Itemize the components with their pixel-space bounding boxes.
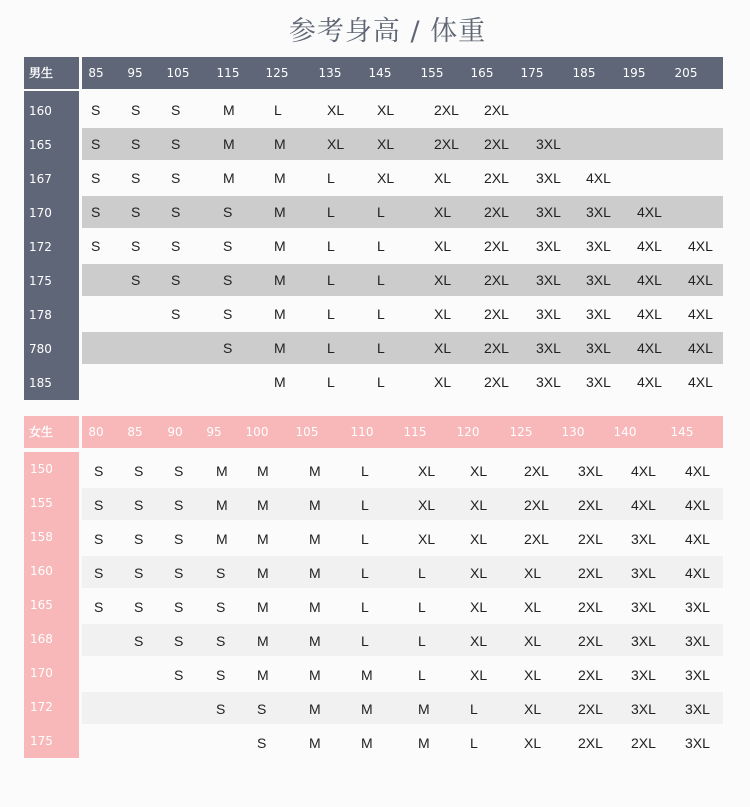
men-size-cell: S xyxy=(91,204,101,220)
men-size-cell: S xyxy=(171,170,181,186)
men-size-cell: S xyxy=(171,204,181,220)
women-size-cell: XL xyxy=(418,463,436,479)
men-size-cell: XL xyxy=(434,204,452,220)
women-size-cell: XL xyxy=(418,497,436,513)
men-size-cell: XL xyxy=(434,272,452,288)
men-weight-header-cell: 165 xyxy=(470,66,494,80)
men-size-cell: S xyxy=(131,238,141,254)
men-size-cell: L xyxy=(377,306,385,322)
men-size-cell: XL xyxy=(377,102,395,118)
men-size-cell: L xyxy=(377,340,385,356)
women-weight-header-cell: 95 xyxy=(206,425,222,439)
women-size-cell: M xyxy=(309,735,321,751)
men-weight-header-cell: 155 xyxy=(420,66,444,80)
women-size-cell: M xyxy=(361,735,373,751)
women-size-cell: 2XL xyxy=(578,735,603,751)
men-size-cell: 3XL xyxy=(586,204,611,220)
women-size-cell: S xyxy=(216,565,226,581)
women-size-cell: M xyxy=(216,497,228,513)
women-size-cell: 2XL xyxy=(578,701,603,717)
men-size-cell: 3XL xyxy=(586,238,611,254)
men-weight-header-cell: 85 xyxy=(88,66,104,80)
men-weight-header-cell: 135 xyxy=(318,66,342,80)
women-size-cell: 2XL xyxy=(524,497,549,513)
men-size-cell: S xyxy=(91,102,101,118)
women-size-cell: XL xyxy=(524,565,542,581)
women-size-cell: S xyxy=(94,531,104,547)
men-size-cell: M xyxy=(274,238,286,254)
women-size-cell: 2XL xyxy=(578,599,603,615)
men-size-cell: S xyxy=(131,136,141,152)
men-size-cell: S xyxy=(223,306,233,322)
women-size-cell: S xyxy=(174,667,184,683)
men-size-cell: 4XL xyxy=(637,340,662,356)
women-size-cell: M xyxy=(309,497,321,513)
women-size-cell: S xyxy=(134,531,144,547)
men-size-cell: 3XL xyxy=(536,374,561,390)
women-size-cell: XL xyxy=(470,667,488,683)
men-size-cell: M xyxy=(274,204,286,220)
women-size-cell: 3XL xyxy=(685,701,710,717)
women-size-cell: S xyxy=(94,497,104,513)
men-size-cell: 2XL xyxy=(484,306,509,322)
men-height-label: 165 xyxy=(29,138,52,152)
men-size-cell: L xyxy=(327,340,335,356)
women-row-band xyxy=(82,692,723,724)
women-label: 女生 xyxy=(29,425,54,439)
men-size-cell: 4XL xyxy=(688,272,713,288)
men-size-cell: 3XL xyxy=(586,374,611,390)
women-size-cell: 2XL xyxy=(578,531,603,547)
women-size-cell: M xyxy=(216,463,228,479)
page-title: 参考身高 / 体重 xyxy=(288,16,487,47)
men-size-cell: 3XL xyxy=(536,136,561,152)
women-size-cell: 3XL xyxy=(631,667,656,683)
women-size-cell: L xyxy=(361,565,369,581)
men-size-cell: L xyxy=(327,204,335,220)
men-size-cell: L xyxy=(377,204,385,220)
women-height-label: 175 xyxy=(30,734,53,748)
women-size-cell: M xyxy=(361,667,373,683)
men-size-cell: 3XL xyxy=(536,238,561,254)
men-size-cell: 4XL xyxy=(637,306,662,322)
men-weight-header-cell: 205 xyxy=(674,66,698,80)
men-label: 男生 xyxy=(29,66,54,80)
men-size-cell: 3XL xyxy=(586,340,611,356)
women-size-cell: S xyxy=(174,497,184,513)
men-height-label: 167 xyxy=(29,172,52,186)
women-size-cell: S xyxy=(257,701,267,717)
women-size-cell: S xyxy=(216,701,226,717)
men-size-cell: 3XL xyxy=(536,272,561,288)
women-size-cell: S xyxy=(174,463,184,479)
women-size-cell: M xyxy=(216,531,228,547)
women-size-cell: L xyxy=(361,633,369,649)
women-weight-header-cell: 80 xyxy=(88,425,104,439)
women-size-cell: L xyxy=(418,633,426,649)
men-size-cell: S xyxy=(91,136,101,152)
men-size-cell: 2XL xyxy=(484,136,509,152)
men-size-cell: XL xyxy=(327,102,345,118)
men-height-label: 160 xyxy=(29,104,52,118)
men-size-cell: 2XL xyxy=(484,238,509,254)
women-size-cell: XL xyxy=(470,497,488,513)
women-weight-header-cell: 105 xyxy=(295,425,319,439)
men-size-cell: 4XL xyxy=(688,238,713,254)
men-size-cell: 4XL xyxy=(586,170,611,186)
men-size-cell: S xyxy=(131,272,141,288)
women-height-label: 150 xyxy=(30,462,53,476)
women-size-cell: S xyxy=(257,735,267,751)
men-size-cell: L xyxy=(327,170,335,186)
men-height-label: 178 xyxy=(29,308,52,322)
men-height-label: 170 xyxy=(29,206,52,220)
men-size-cell: XL xyxy=(434,170,452,186)
women-size-cell: L xyxy=(418,599,426,615)
women-size-cell: S xyxy=(174,531,184,547)
women-size-cell: S xyxy=(216,599,226,615)
women-size-cell: 4XL xyxy=(631,463,656,479)
men-weight-header-cell: 175 xyxy=(520,66,544,80)
men-size-cell: 4XL xyxy=(637,374,662,390)
men-size-cell: L xyxy=(327,272,335,288)
women-size-cell: XL xyxy=(524,735,542,751)
men-height-label: 175 xyxy=(29,274,52,288)
men-size-cell: XL xyxy=(327,136,345,152)
women-size-cell: 2XL xyxy=(578,565,603,581)
women-size-cell: M xyxy=(257,463,269,479)
men-height-label: 172 xyxy=(29,240,52,254)
women-weight-header-cell: 140 xyxy=(613,425,637,439)
men-size-cell: 2XL xyxy=(434,102,459,118)
men-size-cell: L xyxy=(377,272,385,288)
women-size-cell: S xyxy=(216,667,226,683)
men-size-cell: 4XL xyxy=(688,306,713,322)
women-weight-header-cell: 85 xyxy=(127,425,143,439)
women-size-cell: 4XL xyxy=(631,497,656,513)
men-size-cell: 3XL xyxy=(586,272,611,288)
men-weight-header-cell: 115 xyxy=(216,66,240,80)
women-size-cell: XL xyxy=(470,531,488,547)
men-size-cell: S xyxy=(171,272,181,288)
men-size-cell: L xyxy=(377,238,385,254)
women-weight-header-cell: 115 xyxy=(403,425,427,439)
women-size-cell: S xyxy=(94,565,104,581)
men-size-cell: L xyxy=(327,238,335,254)
women-weight-header-cell: 130 xyxy=(561,425,585,439)
men-size-cell: S xyxy=(223,272,233,288)
men-weight-header-cell: 145 xyxy=(368,66,392,80)
men-size-cell: S xyxy=(223,238,233,254)
women-size-cell: 3XL xyxy=(685,599,710,615)
women-size-cell: M xyxy=(309,599,321,615)
women-size-cell: L xyxy=(418,667,426,683)
men-size-cell: 3XL xyxy=(536,306,561,322)
women-size-cell: XL xyxy=(418,531,436,547)
women-size-cell: S xyxy=(94,599,104,615)
men-size-cell: 2XL xyxy=(484,102,509,118)
women-height-label: 155 xyxy=(30,496,53,510)
women-size-cell: M xyxy=(309,463,321,479)
men-size-cell: S xyxy=(223,204,233,220)
women-size-cell: S xyxy=(174,565,184,581)
women-weight-header-cell: 90 xyxy=(167,425,183,439)
men-size-cell: M xyxy=(274,374,286,390)
women-size-cell: L xyxy=(361,463,369,479)
men-size-cell: M xyxy=(274,306,286,322)
women-size-cell: L xyxy=(361,531,369,547)
women-size-cell: M xyxy=(257,565,269,581)
men-size-cell: 2XL xyxy=(484,170,509,186)
men-size-cell: 3XL xyxy=(536,204,561,220)
women-size-cell: 2XL xyxy=(524,463,549,479)
women-size-cell: 2XL xyxy=(578,667,603,683)
women-size-cell: 2XL xyxy=(631,735,656,751)
women-size-cell: M xyxy=(418,735,430,751)
women-size-cell: S xyxy=(134,463,144,479)
men-size-cell: S xyxy=(171,238,181,254)
women-height-label: 160 xyxy=(30,564,53,578)
men-size-cell: M xyxy=(223,136,235,152)
women-size-cell: S xyxy=(134,633,144,649)
women-size-cell: L xyxy=(470,701,478,717)
women-height-label: 170 xyxy=(30,666,53,680)
men-weight-header-cell: 185 xyxy=(572,66,596,80)
women-size-cell: XL xyxy=(470,565,488,581)
men-size-cell: S xyxy=(171,136,181,152)
women-size-cell: 3XL xyxy=(578,463,603,479)
men-size-cell: 3XL xyxy=(536,340,561,356)
women-size-cell: S xyxy=(174,633,184,649)
women-size-cell: S xyxy=(134,565,144,581)
women-size-cell: M xyxy=(418,701,430,717)
women-weight-header-cell: 110 xyxy=(350,425,374,439)
women-size-cell: 3XL xyxy=(685,633,710,649)
men-size-cell: L xyxy=(327,306,335,322)
women-size-cell: 4XL xyxy=(685,531,710,547)
men-weight-header-cell: 125 xyxy=(265,66,289,80)
men-weight-header-cell: 105 xyxy=(166,66,190,80)
men-size-cell: M xyxy=(274,136,286,152)
women-height-label: 165 xyxy=(30,598,53,612)
men-size-cell: 2XL xyxy=(484,374,509,390)
women-size-cell: M xyxy=(257,633,269,649)
women-size-cell: XL xyxy=(524,633,542,649)
women-weight-header-cell: 145 xyxy=(670,425,694,439)
men-size-cell: S xyxy=(223,340,233,356)
men-size-cell: 4XL xyxy=(688,340,713,356)
men-size-cell: M xyxy=(223,170,235,186)
men-size-cell: M xyxy=(274,272,286,288)
women-size-cell: M xyxy=(309,633,321,649)
women-size-cell: 4XL xyxy=(685,565,710,581)
women-weight-header-cell: 120 xyxy=(456,425,480,439)
women-size-cell: XL xyxy=(524,701,542,717)
women-size-cell: 2XL xyxy=(524,531,549,547)
men-size-cell: XL xyxy=(377,136,395,152)
women-size-cell: M xyxy=(257,667,269,683)
women-size-cell: S xyxy=(134,497,144,513)
men-size-cell: L xyxy=(377,374,385,390)
women-size-cell: L xyxy=(470,735,478,751)
men-height-label: 780 xyxy=(29,342,52,356)
men-size-cell: S xyxy=(171,306,181,322)
men-size-cell: 3XL xyxy=(586,306,611,322)
women-size-cell: 2XL xyxy=(578,633,603,649)
women-size-cell: S xyxy=(134,599,144,615)
women-weight-header-cell: 125 xyxy=(509,425,533,439)
women-size-cell: M xyxy=(309,667,321,683)
men-size-cell: 4XL xyxy=(688,374,713,390)
men-size-cell: M xyxy=(274,340,286,356)
women-size-cell: 3XL xyxy=(631,565,656,581)
men-size-cell: 2XL xyxy=(434,136,459,152)
men-size-cell: M xyxy=(274,170,286,186)
women-height-label: 168 xyxy=(30,632,53,646)
women-size-cell: XL xyxy=(524,599,542,615)
women-size-cell: L xyxy=(361,599,369,615)
men-size-cell: 4XL xyxy=(637,238,662,254)
men-size-cell: S xyxy=(131,204,141,220)
women-height-label: 158 xyxy=(30,530,53,544)
men-size-cell: 4XL xyxy=(637,204,662,220)
women-size-cell: S xyxy=(94,463,104,479)
women-size-cell: XL xyxy=(470,633,488,649)
men-size-cell: S xyxy=(131,102,141,118)
men-size-cell: 2XL xyxy=(484,340,509,356)
women-size-cell: 3XL xyxy=(685,735,710,751)
men-size-cell: XL xyxy=(434,340,452,356)
women-size-cell: 4XL xyxy=(685,497,710,513)
women-size-cell: M xyxy=(257,599,269,615)
men-size-cell: S xyxy=(171,102,181,118)
men-size-cell: L xyxy=(274,102,282,118)
women-size-cell: 3XL xyxy=(631,531,656,547)
men-size-cell: 2XL xyxy=(484,272,509,288)
men-size-cell: S xyxy=(91,170,101,186)
women-size-cell: 2XL xyxy=(578,497,603,513)
women-weight-header-cell: 100 xyxy=(245,425,269,439)
men-size-cell: XL xyxy=(434,306,452,322)
women-size-cell: M xyxy=(361,701,373,717)
men-size-cell: M xyxy=(223,102,235,118)
women-size-cell: XL xyxy=(470,463,488,479)
women-size-cell: M xyxy=(257,497,269,513)
women-size-cell: 3XL xyxy=(685,667,710,683)
women-size-cell: S xyxy=(216,633,226,649)
men-size-cell: XL xyxy=(434,374,452,390)
men-size-cell: L xyxy=(327,374,335,390)
women-size-cell: M xyxy=(309,565,321,581)
women-size-cell: 3XL xyxy=(631,599,656,615)
women-size-cell: M xyxy=(257,531,269,547)
men-size-cell: S xyxy=(91,238,101,254)
men-size-cell: XL xyxy=(434,238,452,254)
women-size-cell: M xyxy=(309,531,321,547)
women-size-cell: 3XL xyxy=(631,633,656,649)
men-size-cell: 3XL xyxy=(536,170,561,186)
women-size-cell: XL xyxy=(470,599,488,615)
women-size-cell: S xyxy=(174,599,184,615)
women-size-cell: L xyxy=(418,565,426,581)
men-size-cell: 2XL xyxy=(484,204,509,220)
men-size-cell: S xyxy=(131,170,141,186)
women-size-cell: 3XL xyxy=(631,701,656,717)
men-size-cell: XL xyxy=(377,170,395,186)
men-size-cell: 4XL xyxy=(637,272,662,288)
men-weight-header-cell: 95 xyxy=(127,66,143,80)
men-row-band xyxy=(82,332,723,364)
women-size-cell: M xyxy=(309,701,321,717)
women-size-cell: XL xyxy=(524,667,542,683)
men-height-label: 185 xyxy=(29,376,52,390)
men-weight-header-cell: 195 xyxy=(622,66,646,80)
women-size-cell: 4XL xyxy=(685,463,710,479)
women-size-cell: L xyxy=(361,497,369,513)
women-height-label: 172 xyxy=(30,700,53,714)
